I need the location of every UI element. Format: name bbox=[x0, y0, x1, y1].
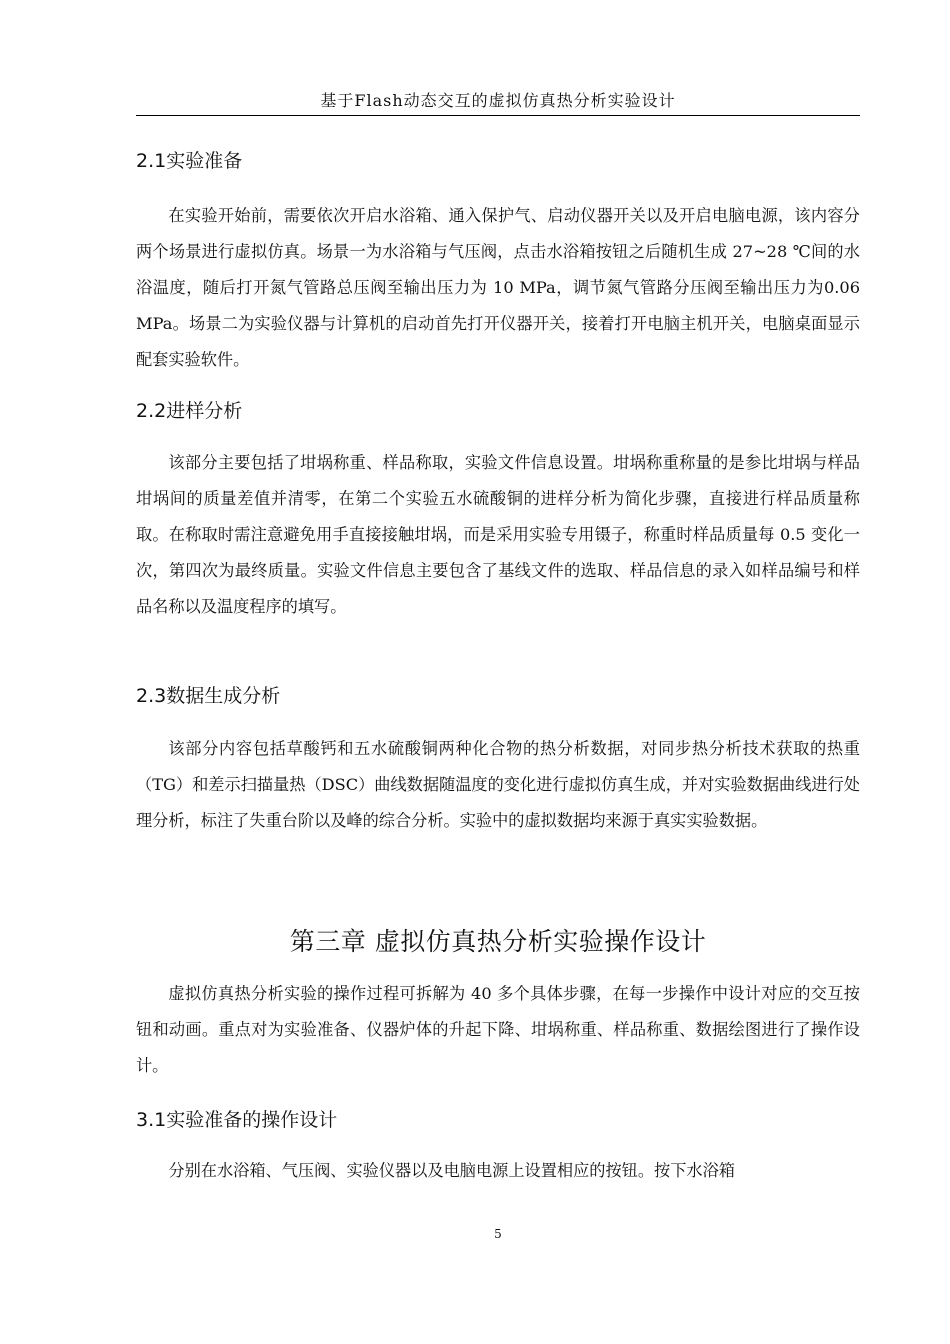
section-paragraph-2-3: 该部分内容包括草酸钙和五水硫酸铜两种化合物的热分析数据，对同步热分析技术获取的热重（TG）和差示扫描量热（DSC）曲线数据随温度的变化进行虚拟仿真生成，并对实验数据曲线进行处理分析，标注了失重台阶以及峰的综合分析。实验中的虚拟数据均来源于真实实验数据。 bbox=[136, 739, 860, 830]
section-heading-2-3: 2.3数据生成分析 bbox=[136, 685, 281, 707]
chapter-title: 第三章 虚拟仿真热分析实验操作设计 bbox=[289, 927, 707, 956]
section-heading-2-1: 2.1实验准备 bbox=[136, 150, 243, 172]
page-number: 5 bbox=[494, 1227, 502, 1241]
section-paragraph-3-1: 分别在水浴箱、气压阀、实验仪器以及电脑电源上设置相应的按钮。按下水浴箱 bbox=[168, 1161, 735, 1180]
section-paragraph-2-1: 在实验开始前，需要依次开启水浴箱、通入保护气、启动仪器开关以及开启电脑电源，该内容分两个场景进行虚拟仿真。场景一为水浴箱与气压阀，点击水浴箱按钮之后随机生成 27~28 ℃间的水浴温度，随后打开氮气管路总压阀至输出压力为 10 MPa，调节氮气管路分压阀至输出压力为0.06 MPa。场景二为实验仪器与计算机的启动首先打开仪器开关，接着打开电脑主机开关，电脑桌面显示配套实验软件。 bbox=[136, 206, 860, 369]
header-rule bbox=[136, 115, 860, 116]
section-heading-2-2: 2.2进样分析 bbox=[136, 400, 243, 422]
running-header: 基于Flash动态交互的虚拟仿真热分析实验设计 bbox=[320, 91, 676, 110]
chapter-intro-paragraph: 虚拟仿真热分析实验的操作过程可拆解为 40 多个具体步骤，在每一步操作中设计对应的交互按钮和动画。重点对为实验准备、仪器炉体的升起下降、坩埚称重、样品称重、数据绘图进行了操作设计。 bbox=[136, 984, 860, 1075]
section-paragraph-2-2: 该部分主要包括了坩埚称重、样品称取，实验文件信息设置。坩埚称重称量的是参比坩埚与样品坩埚间的质量差值并清零，在第二个实验五水硫酸铜的进样分析为简化步骤，直接进行样品质量称取。在称取时需注意避免用手直接接触坩埚，而是采用实验专用镊子，称重时样品质量每 0.5 变化一次，第四次为最终质量。实验文件信息主要包含了基线文件的选取、样品信息的录入如样品编号和样品名称以及温度程序的填写。 bbox=[136, 453, 860, 616]
section-heading-3-1: 3.1实验准备的操作设计 bbox=[136, 1109, 338, 1131]
